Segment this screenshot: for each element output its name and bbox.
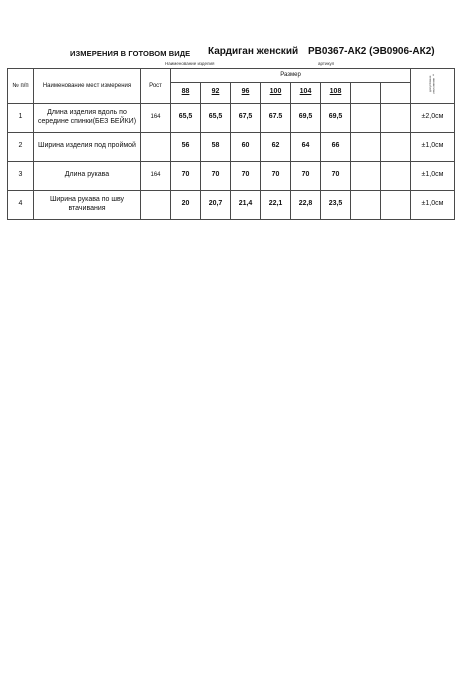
header-row-top [8, 69, 455, 83]
row-value [351, 190, 381, 219]
table-row [8, 103, 455, 132]
row-value: 70 [231, 161, 261, 190]
row-name: Длина изделия вдоль по середине спинки(БЕЗ БЕЙКИ) [34, 103, 141, 132]
row-value: 66 [321, 132, 351, 161]
col-header-height: Рост [141, 69, 171, 104]
row-height: 164 [141, 161, 171, 190]
row-value: 65,5 [171, 103, 201, 132]
size-header: 108 [321, 82, 351, 103]
row-height: 164 [141, 103, 171, 132]
row-value: 70 [261, 161, 291, 190]
row-name: Длина рукава [34, 161, 141, 190]
row-value: 60 [231, 132, 261, 161]
row-num: 4 [8, 190, 34, 219]
product-name: Кардиган женский [208, 46, 299, 57]
table-row [8, 190, 455, 219]
row-value: 20,7 [201, 190, 231, 219]
size-header: 104 [291, 82, 321, 103]
row-value: 58 [201, 132, 231, 161]
row-value: 62 [261, 132, 291, 161]
row-height [141, 132, 171, 161]
row-value [351, 161, 381, 190]
product-caption: Наименование изделия [165, 61, 215, 66]
row-name: Ширина рукава по шву втачивания [34, 190, 141, 219]
row-num: 1 [8, 103, 34, 132]
article-number: РВ0367-АК2 (ЭВ0906-АК2) [308, 46, 435, 57]
row-value [351, 103, 381, 132]
row-value: 70 [321, 161, 351, 190]
col-header-size-group: Размер [171, 69, 411, 83]
row-value: 21,4 [231, 190, 261, 219]
row-value: 69,5 [291, 103, 321, 132]
row-num: 3 [8, 161, 34, 190]
row-value: 64 [291, 132, 321, 161]
size-header [381, 82, 411, 103]
table-row [8, 132, 455, 161]
row-value: 70 [201, 161, 231, 190]
row-value: 70 [171, 161, 201, 190]
row-value: 23,5 [321, 190, 351, 219]
col-header-tolerance: допустимое отклонение ± [411, 69, 455, 104]
size-header: 88 [171, 82, 201, 103]
row-value: 22,8 [291, 190, 321, 219]
row-num: 2 [8, 132, 34, 161]
row-value: 67,5 [231, 103, 261, 132]
row-name: Ширина изделия под проймой [34, 132, 141, 161]
row-tolerance: ±1,0см [411, 161, 455, 190]
row-height [141, 190, 171, 219]
measurements-table [7, 68, 455, 220]
row-tolerance: ±1,0см [411, 132, 455, 161]
row-value [381, 132, 411, 161]
col-header-name: Наименование мест измерения [34, 69, 141, 104]
row-value: 20 [171, 190, 201, 219]
article-caption: артикул [318, 61, 335, 66]
size-header: 96 [231, 82, 261, 103]
table-row [8, 161, 455, 190]
row-value [381, 190, 411, 219]
document-title: ИЗМЕРЕНИЯ В ГОТОВОМ ВИДЕ [70, 49, 191, 58]
row-value: 22,1 [261, 190, 291, 219]
row-value: 67.5 [261, 103, 291, 132]
row-value [381, 161, 411, 190]
col-header-num: № п/п [8, 69, 34, 104]
row-value: 65,5 [201, 103, 231, 132]
row-tolerance: ±2,0см [411, 103, 455, 132]
row-value: 70 [291, 161, 321, 190]
size-header: 100 [261, 82, 291, 103]
row-value [381, 103, 411, 132]
size-header [351, 82, 381, 103]
row-value: 69,5 [321, 103, 351, 132]
row-value: 56 [171, 132, 201, 161]
row-tolerance: ±1,0см [411, 190, 455, 219]
row-value [351, 132, 381, 161]
size-header: 92 [201, 82, 231, 103]
